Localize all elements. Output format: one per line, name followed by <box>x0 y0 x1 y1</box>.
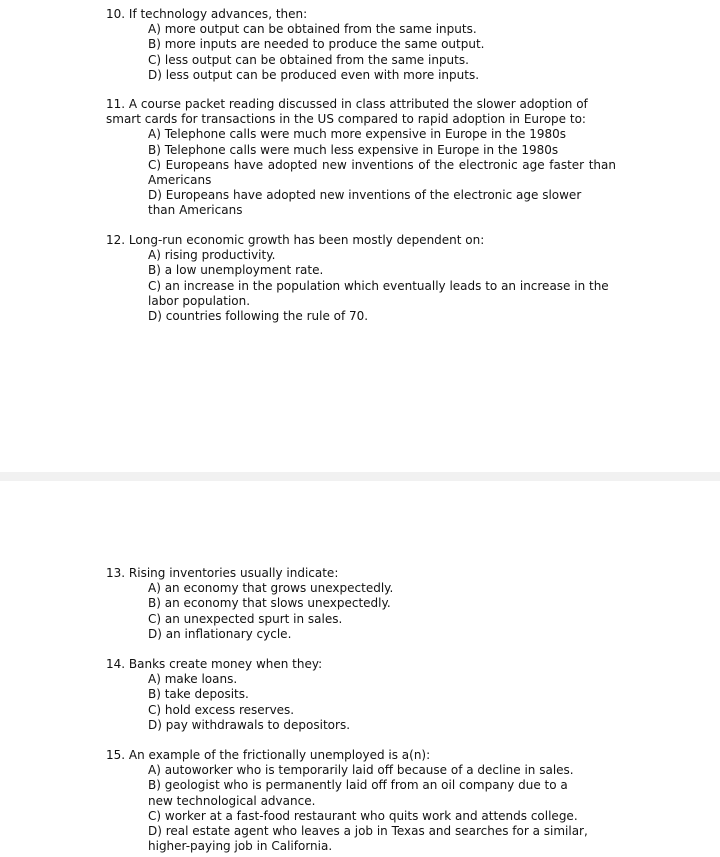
answer-option: A) make loans. <box>148 672 238 687</box>
answer-option: B) take deposits. <box>148 687 249 702</box>
question-stem: 15. An example of the frictionally unemployed is a(n): <box>106 748 431 762</box>
question-12 <box>0 233 720 324</box>
answer-option: B) more inputs are needed to produce the same output. <box>148 37 485 52</box>
answer-option: B) Telephone calls were much less expensive in Europe in the 1980s <box>148 142 559 157</box>
question-stem: 10. If technology advances, then: <box>106 7 308 21</box>
page-2 <box>0 481 720 857</box>
answer-option: D) Europeans have adopted new inventions of the electronic age slower than Americans <box>148 188 582 218</box>
answer-option: C) worker at a fast-food restaurant who quits work and attends college. <box>148 808 578 823</box>
answer-option: A) Telephone calls were much more expensive in Europe in the 1980s <box>148 127 567 142</box>
question-stem: 13. Rising inventories usually indicate: <box>106 566 339 580</box>
answer-option: B) geologist who is permanently laid off from an oil company due to a new technological advance. <box>148 778 568 808</box>
answer-option: C) less output can be obtained from the same inputs. <box>148 52 469 67</box>
answer-option: A) more output can be obtained from the same inputs. <box>148 22 477 37</box>
answer-option: C) an unexpected spurt in sales. <box>148 611 343 626</box>
answer-option: D) pay withdrawals to depositors. <box>148 717 351 732</box>
answer-option: D) real estate agent who leaves a job in Texas and searches for a similar, higher-paying job in California. <box>148 824 588 854</box>
question-11 <box>0 97 720 219</box>
question-stem: 12. Long-run economic growth has been mostly dependent on: <box>106 233 485 247</box>
answer-option: A) rising productivity. <box>148 248 276 263</box>
question-13 <box>0 566 720 642</box>
page-separator <box>0 472 720 481</box>
answer-option: D) countries following the rule of 70. <box>148 309 369 324</box>
question-15 <box>0 748 720 854</box>
answer-option: A) autoworker who is temporarily laid off because of a decline in sales. <box>148 763 574 778</box>
answer-option: C) an increase in the population which eventually leads to an increase in the labor population. <box>148 278 609 308</box>
answer-option: C) Europeans have adopted new inventions of the electronic age faster than Americans <box>148 157 616 188</box>
question-stem: 14. Banks create money when they: <box>106 657 323 671</box>
question-10 <box>0 7 720 83</box>
answer-option: B) a low unemployment rate. <box>148 263 324 278</box>
question-14 <box>0 657 720 733</box>
answer-option: C) hold excess reserves. <box>148 702 295 717</box>
answer-option: B) an economy that slows unexpectedly. <box>148 596 391 611</box>
question-stem: 11. A course packet reading discussed in class attributed the slower adoption of smart cards for transactions in the US compared to rapid adoption in Europe to: <box>106 97 588 127</box>
answer-option: A) an economy that grows unexpectedly. <box>148 581 394 596</box>
answer-option: D) less output can be produced even with more inputs. <box>148 67 480 82</box>
answer-option: D) an inflationary cycle. <box>148 626 292 641</box>
